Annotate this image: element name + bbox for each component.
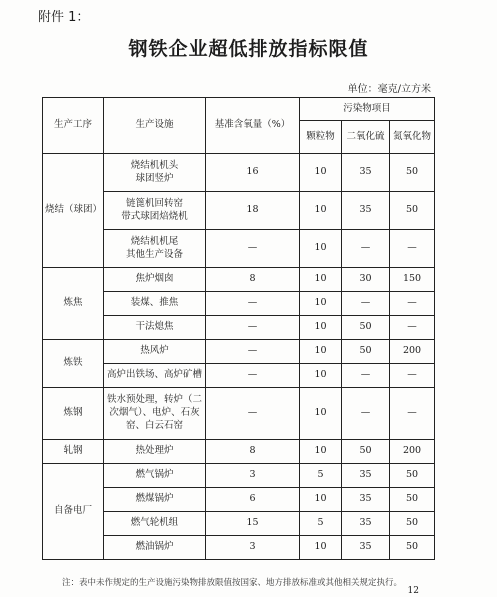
table-row [43, 388, 435, 440]
pm-cell: 5 [300, 512, 342, 536]
nox-cell: 150 [390, 268, 435, 292]
pm-cell: 10 [300, 268, 342, 292]
nox-cell: 50 [390, 154, 435, 192]
facility-cell: 烧结机机尾 其他生产设备 [104, 230, 206, 268]
so2-cell: 35 [342, 536, 390, 560]
pm-cell: 10 [300, 316, 342, 340]
pm-cell: 10 [300, 340, 342, 364]
facility-cell: 装煤、推焦 [104, 292, 206, 316]
attachment-label: 附件 1： [38, 10, 90, 25]
facility-cell: 燃煤锅炉 [104, 488, 206, 512]
pm-cell: 10 [300, 292, 342, 316]
pm-cell: 5 [300, 464, 342, 488]
nox-cell: — [390, 230, 435, 268]
header-nox: 氮氧化物 [390, 121, 435, 154]
so2-cell: 35 [342, 512, 390, 536]
nox-cell: — [390, 364, 435, 388]
oxygen-cell: — [206, 316, 300, 340]
header-facility: 生产设施 [104, 98, 206, 154]
facility-cell: 热风炉 [104, 340, 206, 364]
facility-cell: 燃油锅炉 [104, 536, 206, 560]
document-title: 钢铁企业超低排放指标限值 [128, 38, 369, 60]
so2-cell: — [342, 292, 390, 316]
page-number: 12 [407, 586, 419, 596]
header-so2: 二氧化硫 [342, 121, 390, 154]
so2-cell: 35 [342, 192, 390, 230]
oxygen-cell: 15 [206, 512, 300, 536]
facility-cell: 热处理炉 [104, 440, 206, 464]
so2-cell: — [342, 364, 390, 388]
so2-cell: 30 [342, 268, 390, 292]
oxygen-cell: 3 [206, 536, 300, 560]
facility-cell: 高炉出铁场、高炉矿槽 [104, 364, 206, 388]
facility-cell: 燃气锅炉 [104, 464, 206, 488]
pm-cell: 10 [300, 364, 342, 388]
oxygen-cell: 3 [206, 464, 300, 488]
oxygen-cell: — [206, 230, 300, 268]
header-oxygen: 基准含氧量（%） [206, 98, 300, 154]
nox-cell: 200 [390, 340, 435, 364]
oxygen-cell: 8 [206, 268, 300, 292]
emission-limits-table [42, 97, 435, 560]
oxygen-cell: 16 [206, 154, 300, 192]
process-cell: 轧钢 [43, 440, 104, 464]
facility-cell: 燃气轮机组 [104, 512, 206, 536]
oxygen-cell: 18 [206, 192, 300, 230]
nox-cell: 50 [390, 536, 435, 560]
so2-cell: 35 [342, 464, 390, 488]
nox-cell: — [390, 316, 435, 340]
so2-cell: 35 [342, 154, 390, 192]
process-cell: 炼铁 [43, 340, 104, 388]
nox-cell: 50 [390, 464, 435, 488]
table-row [43, 268, 435, 292]
so2-cell: — [342, 388, 390, 440]
nox-cell: — [390, 292, 435, 316]
header-pm: 颗粒物 [300, 121, 342, 154]
so2-cell: 50 [342, 340, 390, 364]
so2-cell: 50 [342, 316, 390, 340]
oxygen-cell: — [206, 388, 300, 440]
facility-cell: 干法熄焦 [104, 316, 206, 340]
pm-cell: 10 [300, 536, 342, 560]
pm-cell: 10 [300, 488, 342, 512]
table-body [43, 154, 435, 560]
nox-cell: 50 [390, 512, 435, 536]
nox-cell: 50 [390, 192, 435, 230]
so2-cell: 50 [342, 440, 390, 464]
table-row [43, 154, 435, 192]
footnote: 注：表中未作规定的生产设施污染物排放限值按国家、地方排放标准或其他相关规定执行。 [62, 578, 403, 588]
pm-cell: 10 [300, 388, 342, 440]
process-cell: 炼焦 [43, 268, 104, 340]
oxygen-cell: 8 [206, 440, 300, 464]
nox-cell: 50 [390, 488, 435, 512]
facility-cell: 焦炉烟囱 [104, 268, 206, 292]
facility-cell: 链篦机回转窑 带式球团焙烧机 [104, 192, 206, 230]
pm-cell: 10 [300, 440, 342, 464]
unit-label: 单位：毫克/立方米 [347, 84, 431, 95]
table-row [43, 340, 435, 364]
so2-cell: 35 [342, 488, 390, 512]
process-cell: 烧结（球团） [43, 154, 104, 268]
process-cell: 自备电厂 [43, 464, 104, 560]
pm-cell: 10 [300, 230, 342, 268]
pm-cell: 10 [300, 192, 342, 230]
nox-cell: — [390, 388, 435, 440]
header-pollutants: 污染物项目 [300, 98, 435, 121]
table-row [43, 464, 435, 488]
process-cell: 炼钢 [43, 388, 104, 440]
oxygen-cell: — [206, 364, 300, 388]
pm-cell: 10 [300, 154, 342, 192]
header-process: 生产工序 [43, 98, 104, 154]
facility-cell: 烧结机机头 球团竖炉 [104, 154, 206, 192]
oxygen-cell: 6 [206, 488, 300, 512]
table-row [43, 440, 435, 464]
nox-cell: 200 [390, 440, 435, 464]
oxygen-cell: — [206, 292, 300, 316]
oxygen-cell: — [206, 340, 300, 364]
so2-cell: — [342, 230, 390, 268]
facility-cell: 铁水预处理，转炉（二次烟气）、电炉、石灰窑、白云石窑 [104, 388, 206, 440]
